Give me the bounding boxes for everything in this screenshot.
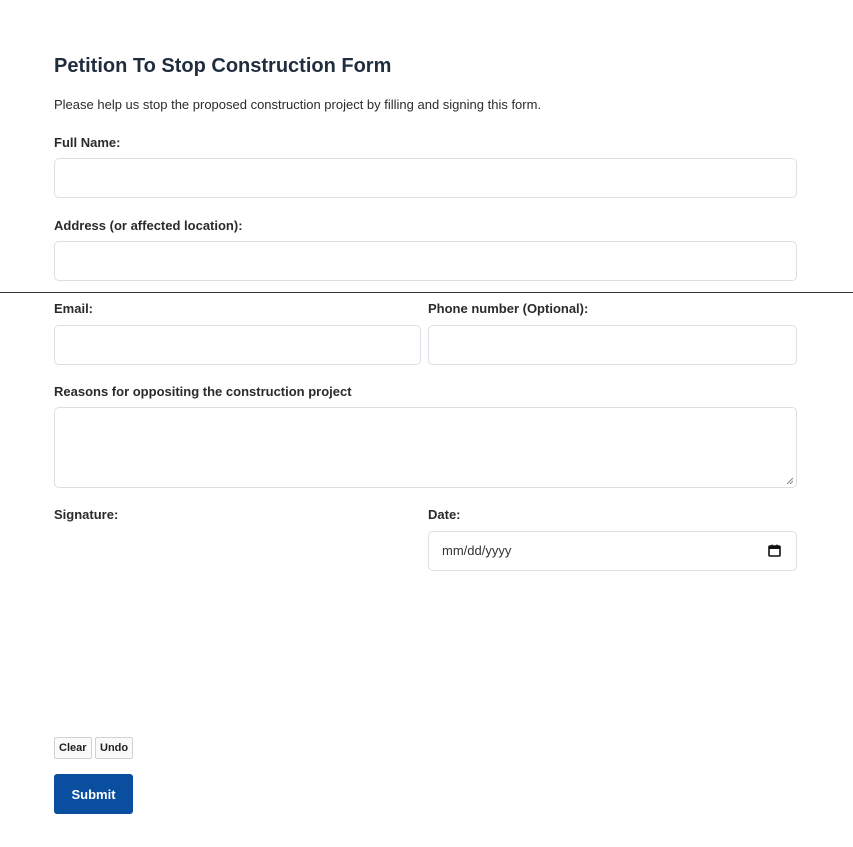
submit-button[interactable]: Submit [54, 774, 133, 814]
full-name-label: Full Name: [54, 135, 121, 150]
undo-signature-button[interactable]: Undo [95, 737, 133, 759]
calendar-icon[interactable] [768, 544, 781, 557]
address-input[interactable] [54, 241, 797, 281]
phone-label: Phone number (Optional): [428, 301, 589, 316]
reasons-label: Reasons for oppositing the construction project [54, 384, 352, 399]
clear-signature-button[interactable]: Clear [54, 737, 92, 759]
section-divider [0, 292, 853, 293]
date-label: Date: [428, 507, 461, 522]
resize-grip-icon[interactable] [786, 477, 794, 485]
date-input[interactable] [428, 531, 797, 571]
form-description: Please help us stop the proposed construction project by filling and signing this form. [54, 97, 542, 112]
signature-label: Signature: [54, 507, 119, 522]
form-title: Petition To Stop Construction Form [54, 55, 392, 77]
phone-input[interactable] [428, 325, 797, 365]
reasons-textarea[interactable] [54, 407, 797, 488]
date-placeholder: mm/dd/yyyy [442, 543, 512, 558]
address-label: Address (or affected location): [54, 218, 243, 233]
email-input[interactable] [54, 325, 421, 365]
email-label: Email: [54, 301, 94, 316]
signature-pad[interactable] [54, 531, 421, 726]
full-name-input[interactable] [54, 158, 797, 198]
